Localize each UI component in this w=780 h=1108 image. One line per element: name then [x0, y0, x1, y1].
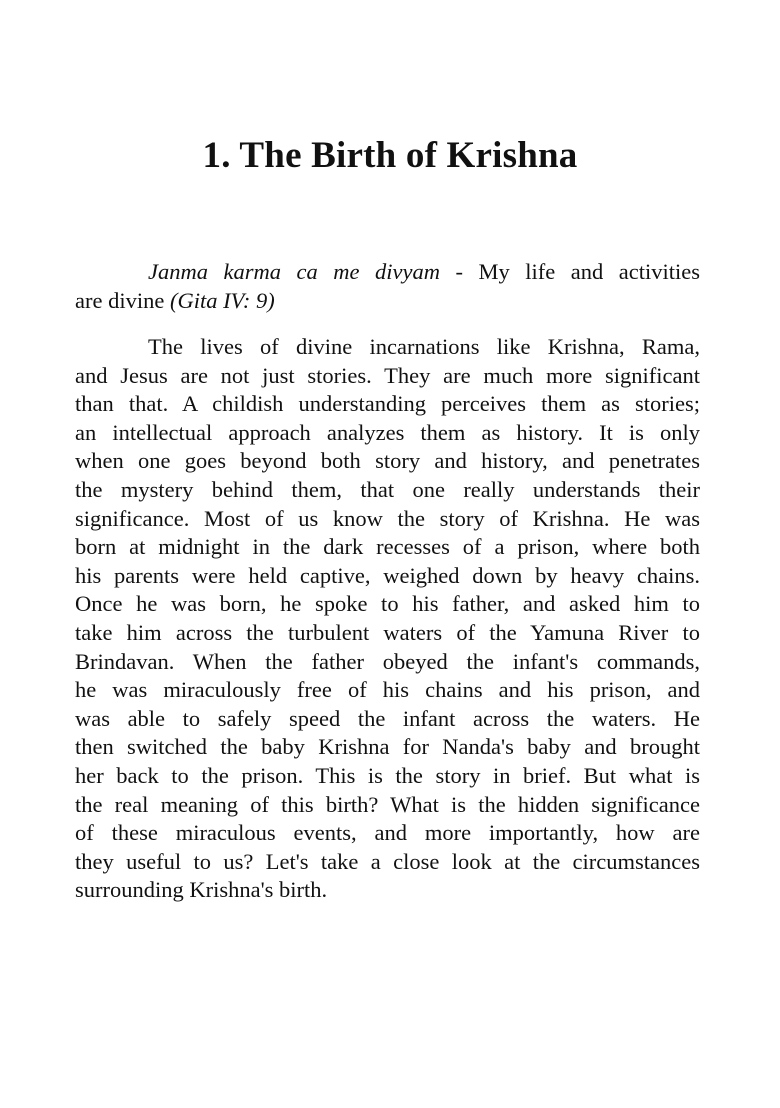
text-line: her back to the prison. This is the story in brief. But what is — [75, 762, 700, 788]
text-line — [75, 258, 700, 287]
text-line: his parents were held captive, weighed down by heavy chains. — [75, 562, 700, 588]
text-line: The lives of divine incarnations like Krishna, Rama, — [148, 334, 700, 359]
text-line: when one goes beyond both story and history, and penetrates — [75, 448, 700, 474]
text-line: Once he was born, he spoke to his father, and asked him to — [75, 591, 700, 617]
text-span: are divine — [75, 287, 170, 313]
text-line: an intellectual approach analyzes them as history. It is only — [75, 419, 700, 445]
text-line: he was miraculously free of his chains and his prison, and — [75, 677, 700, 703]
text-line: than that. A childish understanding perceives them as stories; — [75, 391, 700, 417]
text-span: - My life and activities — [439, 259, 700, 284]
italic-text: Janma karma ca me divyam — [148, 259, 440, 284]
italic-text: (Gita IV: 9) — [169, 287, 275, 313]
text-line — [75, 287, 700, 316]
text-line: the mystery behind them, that one really understands their — [75, 476, 700, 502]
text-line: take him across the turbulent waters of the Yamuna River to — [75, 619, 700, 645]
text-line: significance. Most of us know the story of Krishna. He was — [75, 505, 700, 531]
text-line: then switched the baby Krishna for Nanda's baby and brought — [75, 734, 700, 760]
epigraph — [75, 258, 700, 315]
text-line: they useful to us? Let's take a close look at the circumstances — [75, 848, 700, 874]
text-line: was able to safely speed the infant across the waters. He — [75, 705, 700, 731]
body-paragraph — [75, 333, 700, 905]
text-line: born at midnight in the dark recesses of a prison, where both — [75, 534, 700, 560]
text-line: surrounding Krishna's birth. — [75, 877, 328, 903]
text-line: Brindavan. When the father obeyed the infant's commands, — [75, 648, 700, 674]
text-line: of these miraculous events, and more importantly, how are — [75, 820, 700, 846]
chapter-title: 1. The Birth of Krishna — [202, 135, 578, 176]
text-line: the real meaning of this birth? What is the hidden significance — [75, 791, 700, 817]
text-line: and Jesus are not just stories. They are much more significant — [75, 362, 700, 388]
